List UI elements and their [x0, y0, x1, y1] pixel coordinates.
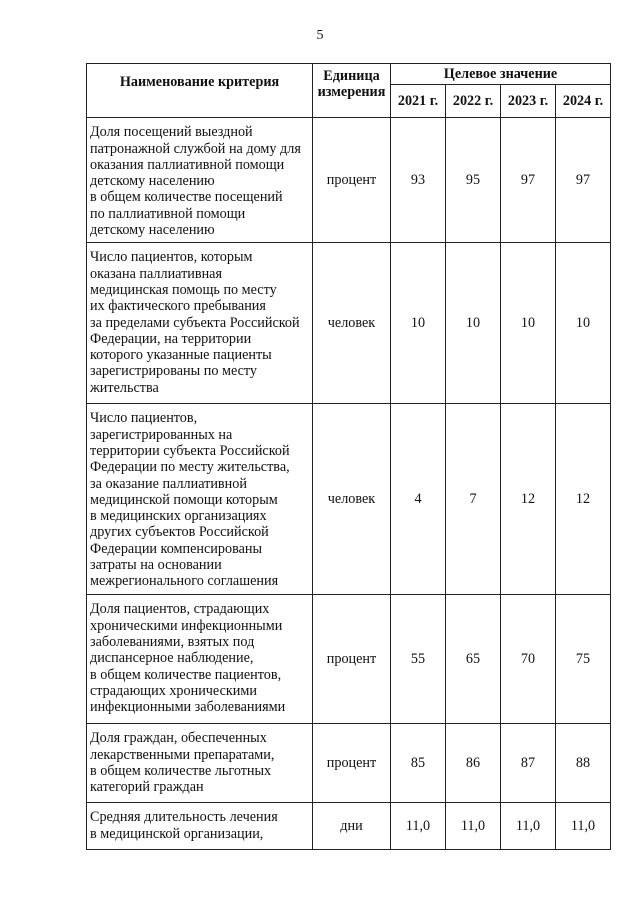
value-cell-2023: 11,0	[501, 803, 556, 850]
criterion-line: оказания паллиативной помощи	[90, 156, 285, 173]
value-cell-2024: 12	[556, 404, 611, 595]
value-cell-2022: 95	[446, 118, 501, 243]
criterion-line: зарегистрированных на	[90, 426, 233, 443]
criterion-line: межрегионального соглашения	[90, 573, 279, 590]
criterion-line: Доля посещений выездной	[90, 124, 253, 141]
table-row	[87, 404, 611, 595]
criterion-cell	[87, 118, 313, 243]
year-header: 2022 г.	[446, 85, 501, 118]
criterion-line: детскому населению	[90, 222, 215, 239]
header-row	[87, 64, 611, 85]
value-cell-2021: 85	[391, 724, 446, 803]
year-header: 2023 г.	[501, 85, 556, 118]
criterion-line: диспансерное наблюдение,	[90, 650, 254, 667]
criterion-line: которого указанные пациенты	[90, 347, 272, 364]
criterion-line: медицинской помощи которым	[90, 491, 278, 508]
criterion-line: территории субъекта Российской	[90, 442, 290, 459]
value-cell-2024: 11,0	[556, 803, 611, 850]
value-cell-2022: 65	[446, 595, 501, 724]
criterion-line: затраты на основании	[90, 557, 222, 574]
criterion-line: Доля пациентов, страдающих	[90, 601, 270, 618]
criterion-line: Федерации, на территории	[90, 330, 252, 347]
unit-cell: человек	[313, 243, 391, 404]
value-cell-2023: 87	[501, 724, 556, 803]
table-row	[87, 803, 611, 850]
unit-header	[313, 64, 391, 118]
criterion-line: детскому населению	[90, 173, 215, 190]
unit-header-line: Единица	[323, 68, 380, 84]
criterion-cell	[87, 243, 313, 404]
criterion-line: Средняя длительность лечения	[90, 809, 278, 826]
criterion-line: оказана паллиативная	[90, 265, 223, 282]
value-cell-2024: 88	[556, 724, 611, 803]
page-number: 5	[316, 28, 324, 43]
criterion-line: жительства	[90, 379, 159, 396]
criterion-line: в общем количестве посещений	[90, 189, 283, 206]
criteria-table	[86, 63, 611, 850]
value-cell-2021: 10	[391, 243, 446, 404]
criterion-line: за пределами субъекта Российской	[90, 314, 300, 331]
value-cell-2023: 12	[501, 404, 556, 595]
criterion-line: Доля граждан, обеспеченных	[90, 730, 267, 747]
unit-cell: процент	[313, 724, 391, 803]
value-cell-2023: 10	[501, 243, 556, 404]
value-cell-2023: 97	[501, 118, 556, 243]
criterion-line: по паллиативной помощи	[90, 205, 246, 222]
criterion-line: Федерации по месту жительства,	[90, 459, 290, 476]
value-cell-2024: 10	[556, 243, 611, 404]
unit-cell: человек	[313, 404, 391, 595]
unit-header-line: измерения	[317, 84, 386, 101]
value-cell-2022: 86	[446, 724, 501, 803]
criterion-line: страдающих хроническими	[90, 682, 257, 699]
criterion-line: за оказание паллиативной	[90, 475, 247, 492]
criterion-line: в общем количестве льготных	[90, 762, 272, 779]
criterion-line: в общем количестве пациентов,	[90, 666, 282, 683]
value-cell-2022: 11,0	[446, 803, 501, 850]
value-cell-2021: 11,0	[391, 803, 446, 850]
year-header: 2021 г.	[391, 85, 446, 118]
unit-cell: дни	[313, 803, 391, 850]
value-cell-2023: 70	[501, 595, 556, 724]
criterion-line: Федерации компенсированы	[90, 540, 263, 557]
criterion-line: других субъектов Российской	[90, 524, 269, 541]
criterion-header: Наименование критерия	[87, 64, 313, 118]
unit-cell: процент	[313, 118, 391, 243]
criterion-line: Число пациентов,	[90, 410, 198, 427]
criterion-line: патронажной службой на дому для	[90, 140, 301, 157]
criterion-cell	[87, 404, 313, 595]
year-header: 2024 г.	[556, 85, 611, 118]
criterion-line: их фактического пребывания	[90, 298, 266, 315]
table-row	[87, 118, 611, 243]
criterion-line: в медицинских организациях	[90, 508, 267, 525]
criterion-line: медицинская помощь по месту	[90, 281, 277, 298]
criterion-line: заболеваниями, взятых под	[90, 633, 255, 650]
value-cell-2021: 55	[391, 595, 446, 724]
criterion-line: лекарственными препаратами,	[90, 746, 275, 763]
criterion-line: в медицинской организации,	[90, 825, 264, 842]
value-cell-2024: 75	[556, 595, 611, 724]
table-row	[87, 595, 611, 724]
value-cell-2022: 10	[446, 243, 501, 404]
value-cell-2021: 93	[391, 118, 446, 243]
value-cell-2021: 4	[391, 404, 446, 595]
criterion-cell	[87, 724, 313, 803]
table-row	[87, 724, 611, 803]
unit-cell: процент	[313, 595, 391, 724]
criterion-line: категорий граждан	[90, 779, 204, 796]
criterion-line: зарегистрированы по месту	[90, 363, 257, 380]
criterion-line: инфекционными заболеваниями	[90, 699, 286, 716]
value-cell-2022: 7	[446, 404, 501, 595]
value-cell-2024: 97	[556, 118, 611, 243]
criterion-line: Число пациентов, которым	[90, 249, 253, 266]
target-header: Целевое значение	[391, 64, 611, 85]
criterion-cell	[87, 803, 313, 850]
criterion-cell	[87, 595, 313, 724]
table-row	[87, 243, 611, 404]
criterion-line: хроническими инфекционными	[90, 617, 283, 634]
